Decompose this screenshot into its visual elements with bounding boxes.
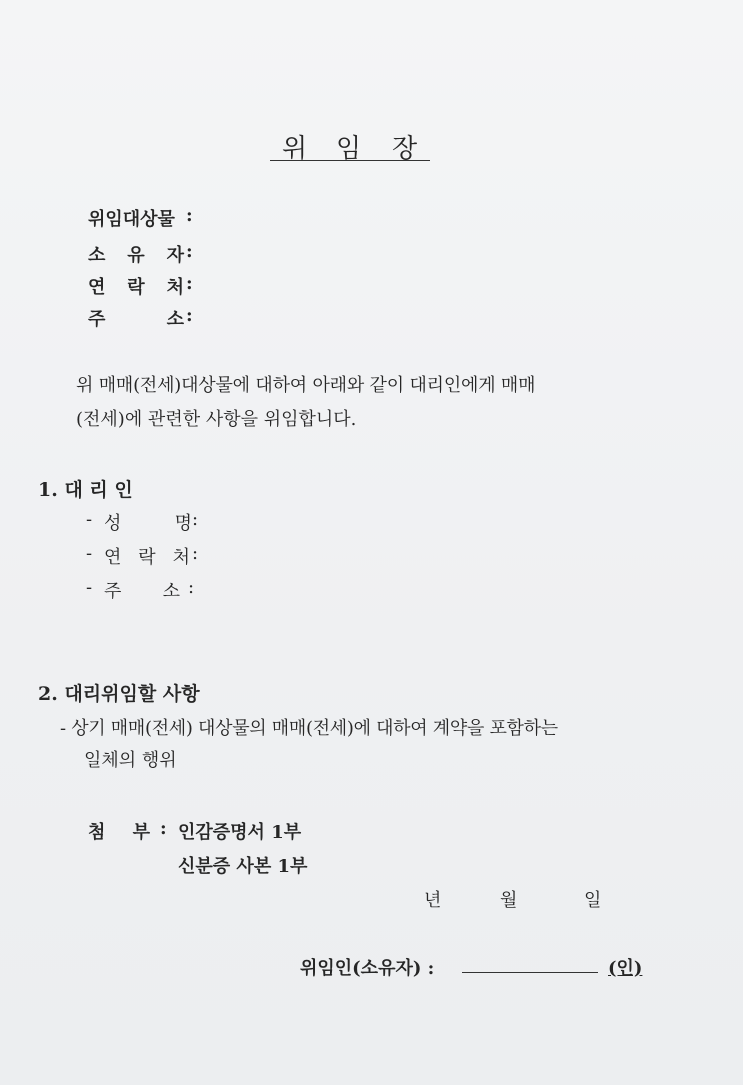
field-address-label: 주 소 (88, 309, 184, 330)
field-contact-label: 연 락 처 (88, 277, 184, 298)
intro-line-1: 위 매매(전세)대상물에 대하여 아래와 같이 대리인에게 매매 (76, 375, 536, 396)
field-owner-label: 소 유 자 (88, 245, 184, 266)
document-title (270, 128, 430, 162)
date-day: 일 (584, 890, 602, 911)
field-colon: : (186, 241, 193, 262)
date-year: 년 (424, 890, 442, 911)
intro-line-2: (전세)에 관련한 사항을 위임합니다. (76, 409, 357, 430)
field-colon: : (186, 305, 193, 326)
section-1-heading: 1. 대 리 인 (38, 479, 133, 501)
field-colon: : (192, 509, 199, 530)
title-char: 위 (282, 134, 310, 164)
field-colon: : (186, 273, 193, 294)
attachment-item-1: 인감증명서 1부 (178, 822, 302, 843)
signature-line (462, 972, 598, 973)
signature-label: 위임인(소유자) : (300, 958, 435, 979)
agent-name-label: 성 명 (104, 513, 192, 534)
section-2-heading: 2. 대리위임할 사항 (38, 683, 200, 705)
dash: - (86, 577, 93, 598)
field-target-property-label: 위임대상물 (88, 209, 175, 230)
dash: - (86, 509, 93, 530)
seal-mark: (인) (608, 958, 643, 979)
section-2-line-1: - 상기 매매(전세) 대상물의 매매(전세)에 대하여 계약을 포함하는 (60, 718, 558, 739)
title-char: 장 (392, 134, 420, 164)
section-2-line-2: 일체의 행위 (84, 750, 177, 771)
field-colon: : (188, 577, 195, 598)
title-underline (270, 160, 430, 161)
dash: - (86, 543, 93, 564)
agent-contact-label: 연 락 처 (104, 547, 190, 568)
field-colon: : (192, 543, 199, 564)
agent-address-label: 주 소 (104, 581, 180, 602)
attachment-item-2: 신분증 사본 1부 (178, 856, 308, 877)
date-month: 월 (500, 890, 518, 911)
title-char: 임 (336, 134, 364, 164)
attachment-label: 첨 부 (88, 822, 150, 843)
field-colon: : (160, 818, 167, 839)
field-colon: : (186, 205, 193, 226)
